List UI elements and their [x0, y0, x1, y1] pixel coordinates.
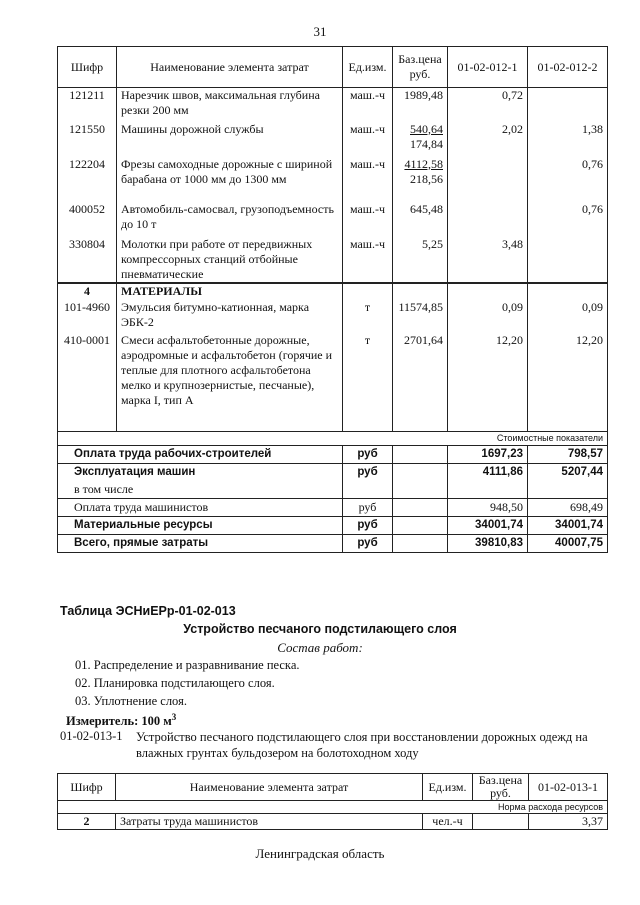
- summary-value-2: 798,57: [528, 445, 608, 463]
- summary-value-2: [528, 481, 608, 499]
- summary-value-2: 34001,74: [528, 516, 608, 534]
- summary-row: [58, 481, 608, 499]
- header-code: Шифр: [58, 47, 117, 88]
- norm-caption-row: [58, 801, 608, 814]
- cell-unit: чел.-ч: [423, 814, 473, 830]
- cell-value-2: 12,20: [528, 333, 608, 411]
- summary-label: Материальные ресурсы: [58, 516, 343, 534]
- cell-value-2: 1,38: [528, 122, 608, 157]
- summary-row: [58, 445, 608, 463]
- cell-name: Фрезы самоходные дорожные с шириной барабана от 1000 мм до 1300 мм: [117, 157, 343, 202]
- table-row: [58, 122, 608, 157]
- cell-price: [473, 814, 529, 830]
- cost-caption: Стоимостные показатели: [58, 431, 608, 445]
- cell-code: 122204: [58, 157, 117, 202]
- summary-label: Всего, прямые затраты: [58, 534, 343, 552]
- cell-value-1: 3,48: [448, 237, 528, 283]
- cell-code: 410-0001: [58, 333, 117, 411]
- cell-value-1: 0,72: [448, 88, 528, 122]
- cell-price: 5,25: [393, 237, 448, 283]
- resource-table-1: [57, 46, 608, 553]
- summary-unit: [343, 481, 393, 499]
- header-col-1: 01-02-012-1: [448, 47, 528, 88]
- summary-label: Оплата труда машинистов: [58, 498, 343, 516]
- cell-price: 645,48: [393, 202, 448, 237]
- composition-label: Состав работ:: [277, 640, 363, 655]
- summary-row: [58, 516, 608, 534]
- operation-item: 02. Планировка подстилающего слоя.: [75, 676, 275, 690]
- cell-code: 330804: [58, 237, 117, 283]
- cell-unit: маш.-ч: [343, 88, 393, 122]
- header-col-1: 01-02-013-1: [529, 774, 608, 801]
- section-title: Устройство песчаного подстилающего слоя: [183, 622, 457, 636]
- cell-unit: маш.-ч: [343, 157, 393, 202]
- cell-value-2: [528, 88, 608, 122]
- price-value-2: 174,84: [410, 136, 443, 151]
- table-label: Таблица ЭСНиЕРр-01-02-013: [60, 604, 236, 618]
- price-value: 540,64: [410, 121, 443, 136]
- table-row: [58, 157, 608, 202]
- description-text: Устройство песчаного подстилающего слоя при восстановлении дорожных одежд на влажных грунтах бульдозером на болотоходном ходу: [136, 730, 588, 760]
- table-row: [58, 300, 608, 333]
- description-code: 01-02-013-1: [60, 729, 123, 743]
- cell-value-2: 0,76: [528, 157, 608, 202]
- summary-row: [58, 498, 608, 516]
- cell-code: 121550: [58, 122, 117, 157]
- table-row: [58, 88, 608, 122]
- cell-name: Смеси асфальтобетонные дорожные, аэродромные и асфальтобетон (горячие и теплые для плотного асфальтобетона мелко и крупнозернистые, песчаные), марка I, тип А: [117, 333, 343, 411]
- header-col-2: 01-02-012-2: [528, 47, 608, 88]
- header-price: Баз.цена руб.: [393, 47, 448, 88]
- cell-value-1: 0,09: [448, 300, 528, 333]
- table-row: [58, 202, 608, 237]
- price-value-2: 218,56: [410, 171, 443, 186]
- summary-value-2: 40007,75: [528, 534, 608, 552]
- summary-unit: руб: [343, 534, 393, 552]
- resource-table-2: [57, 773, 608, 830]
- table-row: [58, 237, 608, 283]
- summary-label: Оплата труда рабочих-строителей: [58, 445, 343, 463]
- operation-item: 01. Распределение и разравнивание песка.: [75, 658, 300, 672]
- header-unit: Ед.изм.: [343, 47, 393, 88]
- norm-caption: Норма расхода ресурсов: [58, 801, 608, 814]
- summary-row: [58, 534, 608, 552]
- summary-value-1: 1697,23: [448, 445, 528, 463]
- summary-unit: руб: [343, 463, 393, 481]
- spacer-row: [58, 411, 608, 432]
- cell-price: [393, 157, 448, 202]
- cell-value-2: [528, 237, 608, 283]
- summary-label: в том числе: [58, 481, 343, 499]
- summary-unit: руб: [343, 516, 393, 534]
- cell-unit: маш.-ч: [343, 122, 393, 157]
- table-row: [58, 814, 608, 830]
- header-code: Шифр: [58, 774, 116, 801]
- cell-name: Затраты труда машинистов: [116, 814, 423, 830]
- cell-code: 2: [58, 814, 116, 830]
- cell-unit: т: [343, 300, 393, 333]
- summary-value-2: 698,49: [528, 498, 608, 516]
- summary-value-1: [448, 481, 528, 499]
- summary-value-1: 4111,86: [448, 463, 528, 481]
- price-value: 4112,58: [404, 156, 443, 171]
- cell-name: Автомобиль-самосвал, грузоподъемность до 10 т: [117, 202, 343, 237]
- cell-value-2: 0,76: [528, 202, 608, 237]
- summary-value-1: 39810,83: [448, 534, 528, 552]
- summary-unit: руб: [343, 445, 393, 463]
- summary-unit: руб: [343, 498, 393, 516]
- cell-unit: маш.-ч: [343, 202, 393, 237]
- cell-price: 2701,64: [393, 333, 448, 411]
- measure-label: Измеритель: 100 $м^3$: [66, 712, 177, 729]
- table-header-row: [58, 774, 608, 801]
- cell-code: 400052: [58, 202, 117, 237]
- section-name: МАТЕРИАЛЫ: [117, 283, 343, 300]
- page-number: 31: [313, 24, 327, 39]
- summary-value-1: 948,50: [448, 498, 528, 516]
- header-name: Наименование элемента затрат: [116, 774, 423, 801]
- section-code: 4: [58, 283, 117, 300]
- cell-value-1: 12,20: [448, 333, 528, 411]
- cell-unit: т: [343, 333, 393, 411]
- cell-code: 121211: [58, 88, 117, 122]
- cell-name: Эмульсия битумно-катионная, марка ЭБК-2: [117, 300, 343, 333]
- cell-value-2: 0,09: [528, 300, 608, 333]
- section-row: [58, 283, 608, 300]
- header-name: Наименование элемента затрат: [117, 47, 343, 88]
- cell-value-1: 2,02: [448, 122, 528, 157]
- header-unit: Ед.изм.: [423, 774, 473, 801]
- cell-price: [393, 122, 448, 157]
- cell-value: 3,37: [529, 814, 608, 830]
- summary-label: Эксплуатация машин: [58, 463, 343, 481]
- table-row: [58, 333, 608, 411]
- header-price: Баз.цена руб.: [473, 774, 529, 801]
- cell-price: 11574,85: [393, 300, 448, 333]
- summary-value-1: 34001,74: [448, 516, 528, 534]
- table-header-row: [58, 47, 608, 88]
- summary-row: [58, 463, 608, 481]
- cell-name: Нарезчик швов, максимальная глубина резки 200 мм: [117, 88, 343, 122]
- cell-value-1: [448, 157, 528, 202]
- operation-item: 03. Уплотнение слоя.: [75, 694, 187, 708]
- cell-unit: маш.-ч: [343, 237, 393, 283]
- footer-region: Ленинградская область: [255, 846, 385, 861]
- cell-name: Молотки при работе от передвижных компрессорных станций отбойные пневматические: [117, 237, 343, 283]
- cell-code: 101-4960: [58, 300, 117, 333]
- cost-caption-row: [58, 431, 608, 445]
- cell-value-1: [448, 202, 528, 237]
- cell-name: Машины дорожной службы: [117, 122, 343, 157]
- summary-value-2: 5207,44: [528, 463, 608, 481]
- cell-price: 1989,48: [393, 88, 448, 122]
